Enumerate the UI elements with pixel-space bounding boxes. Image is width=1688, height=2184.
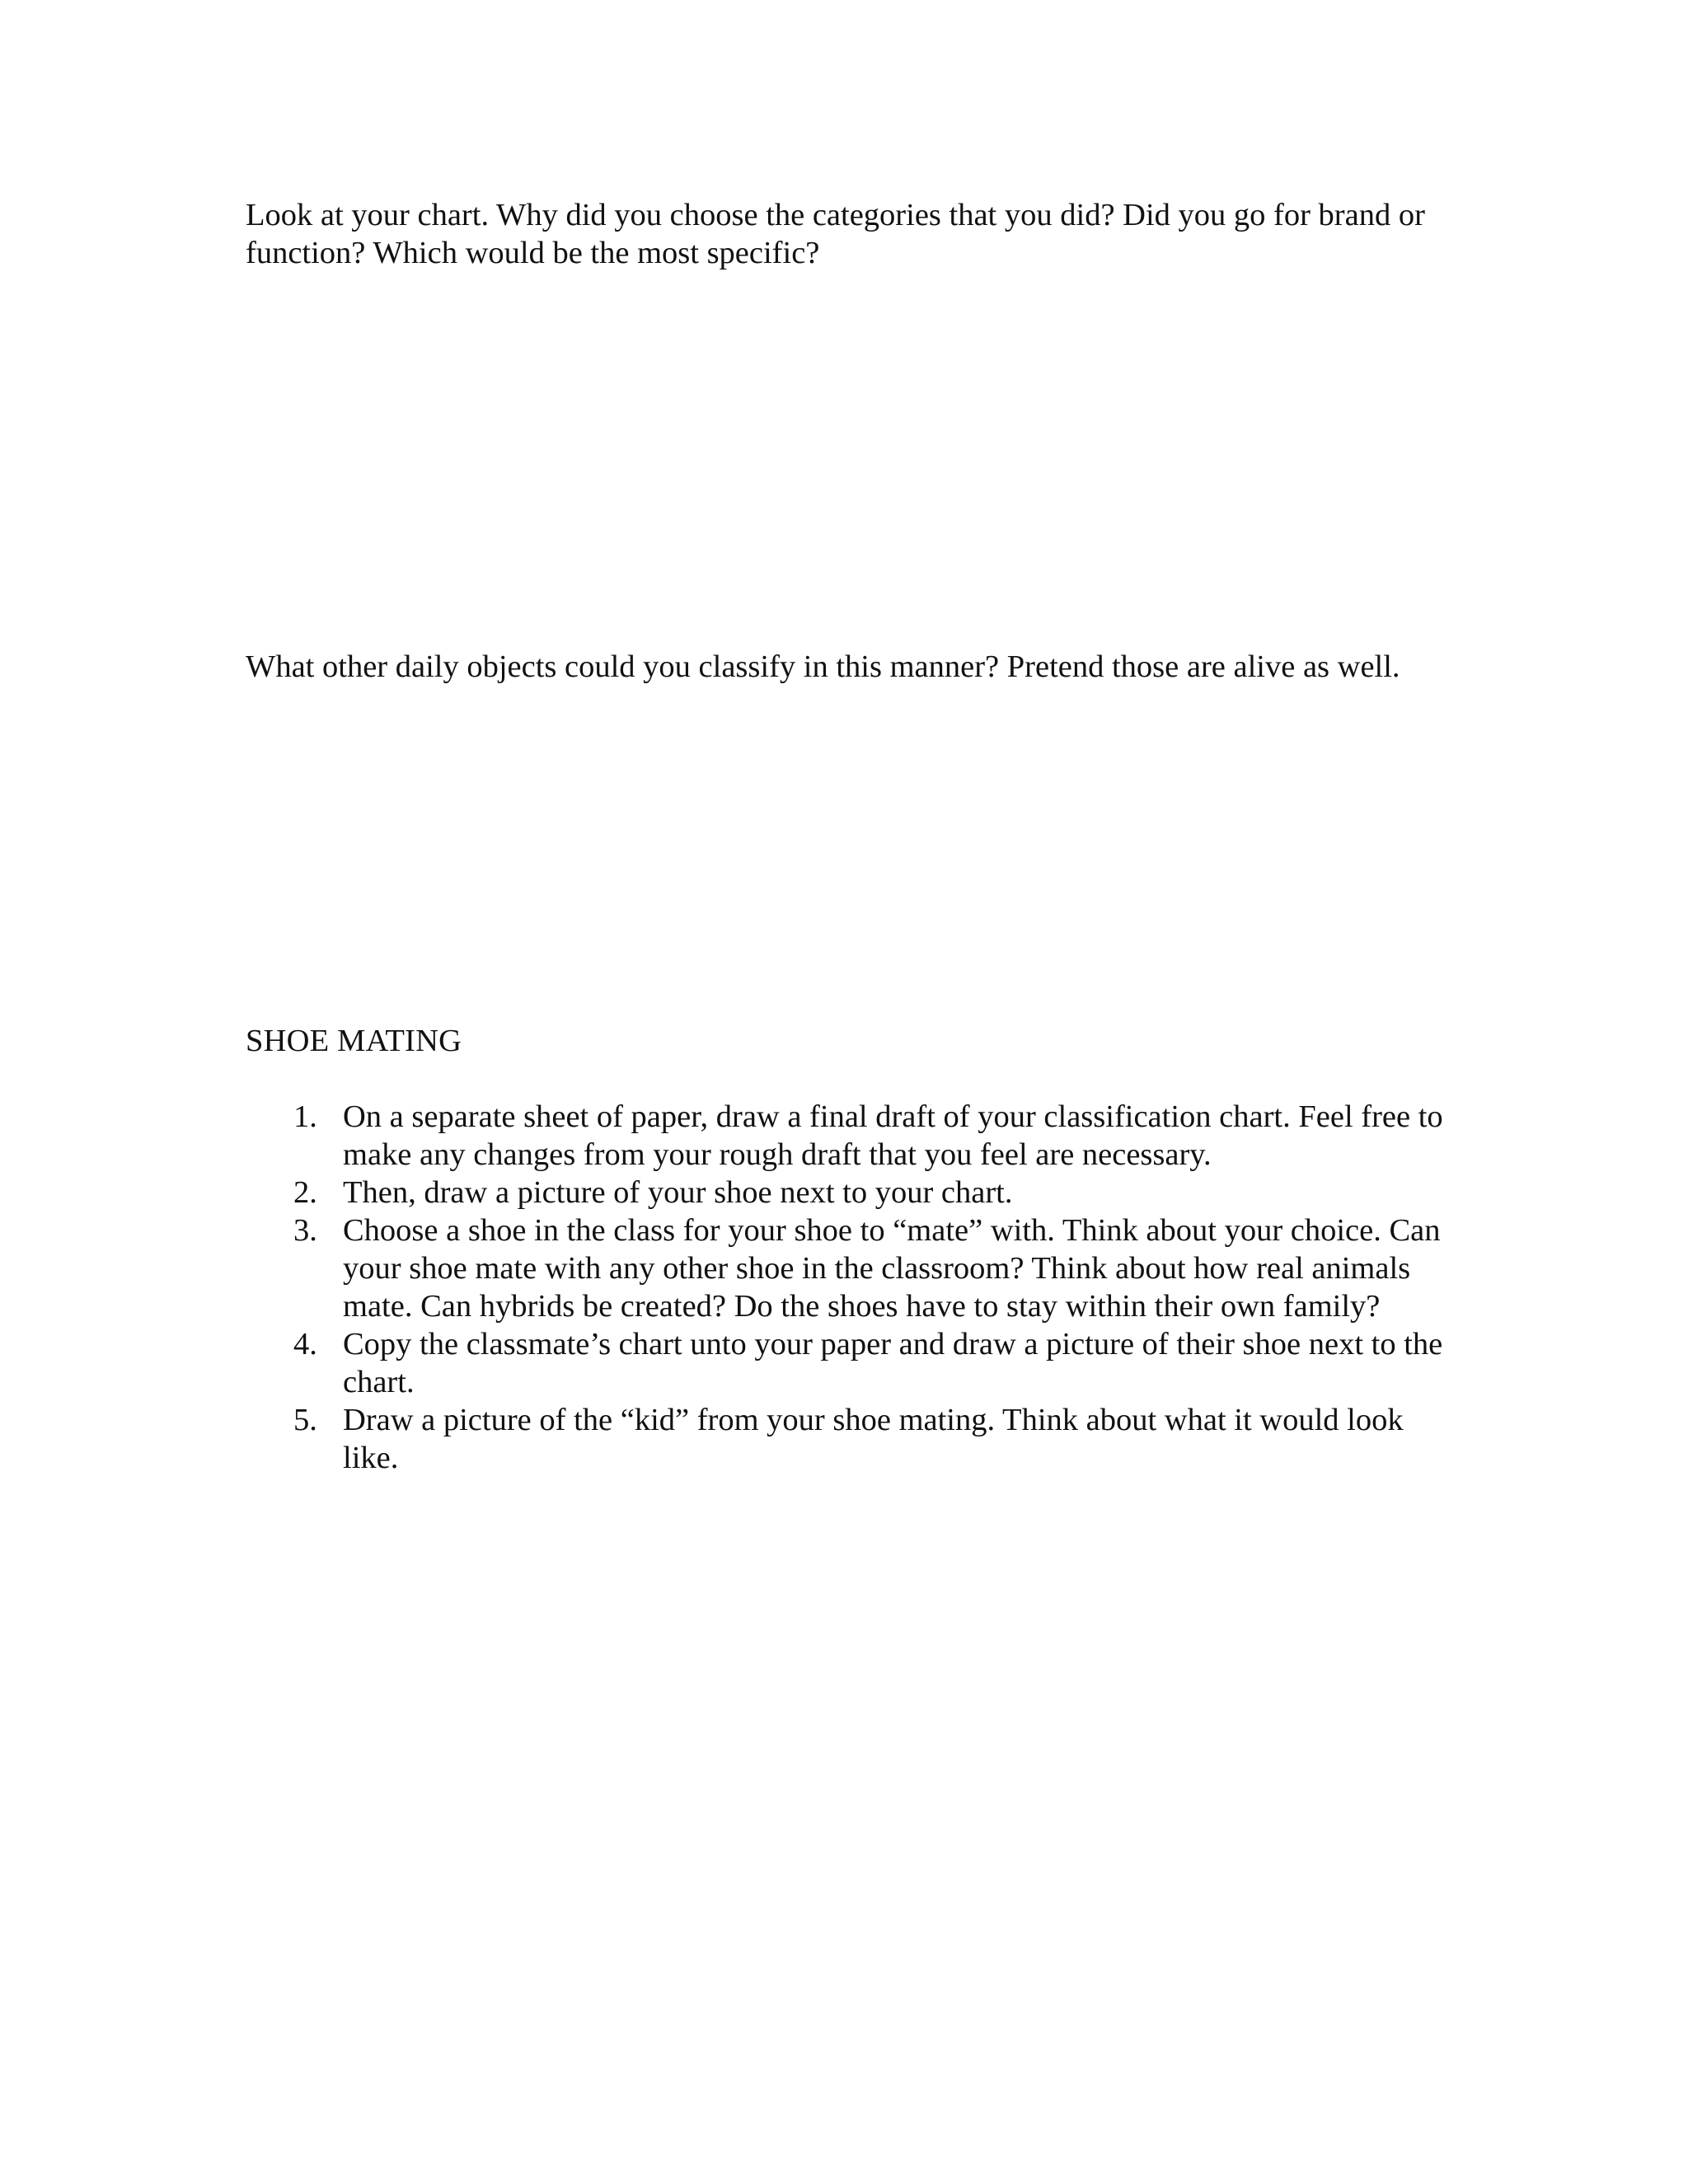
instruction-list (246, 1098, 1457, 1477)
list-item-text: Choose a shoe in the class for your shoe to “mate” with. Think about your choice. Can your shoe mate with any other shoe in the classroom? Think about how real animals mate. Can hybrids be created? Do the shoes have to stay within their own family? (343, 1213, 1441, 1324)
list-item-number: 4. (293, 1327, 317, 1361)
list-item-text: Draw a picture of the “kid” from your shoe mating. Think about what it would look like. (343, 1403, 1404, 1475)
list-item-number: 2. (293, 1175, 317, 1210)
list-item-number: 1. (293, 1099, 317, 1134)
list-item-text: On a separate sheet of paper, draw a final draft of your classification chart. Feel free to make any changes from your rough draft that you feel are necessary. (343, 1099, 1443, 1172)
section-heading: SHOE MATING (246, 1024, 462, 1058)
list-item (246, 1325, 1457, 1401)
list-item (246, 1174, 1457, 1212)
list-item-number: 3. (293, 1213, 317, 1248)
list-item-text: Copy the classmate’s chart unto your paper and draw a picture of their shoe next to the chart. (343, 1327, 1443, 1399)
list-item (246, 1212, 1457, 1325)
list-item (246, 1098, 1457, 1174)
list-item-number: 5. (293, 1403, 317, 1437)
list-item (246, 1401, 1457, 1477)
question-chart-categories: Look at your chart. Why did you choose the categories that you did? Did you go for brand or function? Which would be the most specific? (246, 198, 1425, 270)
question-daily-objects: What other daily objects could you classify in this manner? Pretend those are alive as well. (246, 649, 1400, 684)
list-item-text: Then, draw a picture of your shoe next to your chart. (343, 1175, 1013, 1210)
